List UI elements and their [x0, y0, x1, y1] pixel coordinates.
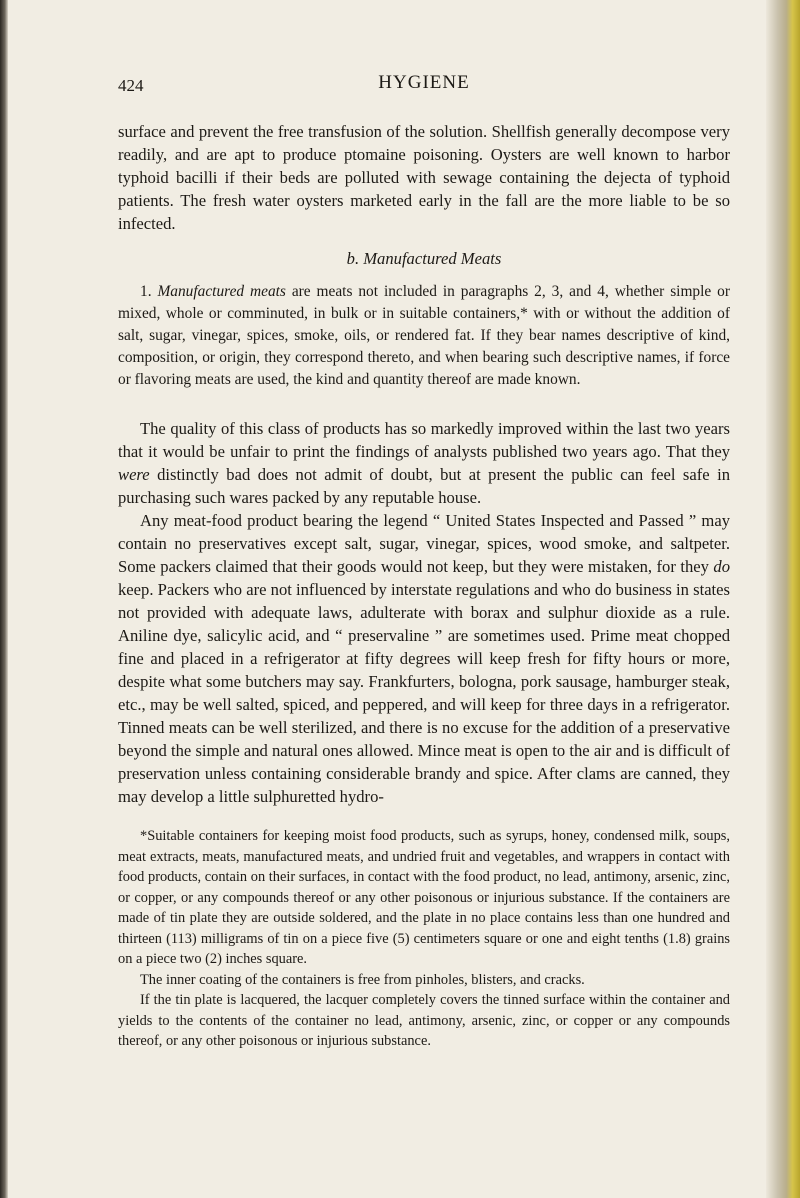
definition-term: Manufactured meats	[157, 283, 286, 300]
page-binding-shadow	[0, 0, 8, 1198]
meat-food-text-after: keep. Packers who are not influenced by interstate regulations and who do business in states not provided with adequate laws, adulterate with borax and sulphur dioxide as a rule. Aniline dye, salicylic acid, and “ preservaline ” are sometimes used. Prime meat chopped fine and placed in a refrigerator at fifty degrees will keep fresh for fifty hours or more, despite what some butchers may say. Frankfurters, bologna, pork sausage, hamburger steak, etc., may be well salted, spiced, and peppered, and will keep for three days in a refrigerator. Tinned meats can be well sterilized, and there is no excuse for the addition of a preservative beyond the simple and natural ones allowed. Mince meat is open to the air and is difficult of preservation unless containing considerable brandy and spice. After clams are canned, they may develop a little sulphuretted hydro-	[118, 580, 730, 806]
footnote-lacquer: If the tin plate is lacquered, the lacquer completely covers the tinned surface within the container and yields to the contents of the container no lead, antimony, arsenic, zinc, or copper or any compounds thereof, or any other poisonous or injurious substance.	[118, 992, 730, 1049]
page-header	[118, 72, 730, 98]
paragraph-shellfish: surface and prevent the free transfusion of the solution. Shellfish generally decompose very readily, and are apt to produce ptomaine poisoning. Oysters are well known to harbor typhoid bacilli if their beds are polluted with sewage containing the dejecta of typhoid patients. The fresh water oysters marketed early in the fall are the more liable to be so infected.	[118, 122, 730, 233]
book-page	[118, 72, 730, 1052]
definition-number: 1.	[140, 283, 152, 300]
definition-text: are meats not included in paragraphs 2, 3, and 4, whether simple or mixed, whole or comminuted, in bulk or in suitable containers,* with or without the addition of salt, sugar, vinegar, spices, smoke, oils, or rendered fat. If they bear names descriptive of kind, composition, or origin, they correspond thereto, and when bearing such descriptive names, if force or flavoring meats are used, the kind and quantity thereof are made known.	[118, 283, 730, 388]
page-number: 424	[118, 76, 144, 95]
section-heading: b. Manufactured Meats	[346, 249, 502, 268]
paragraph-meat-food-products	[118, 509, 730, 808]
footnote	[118, 826, 730, 1052]
footnote-containers: *Suitable containers for keeping moist food products, such as syrups, honey, condensed milk, soups, meat extracts, meats, manufactured meats, and undried fruit and vegetables, and wrappers in contact with food products, contain on their surfaces, in contact with the food product, no lead, antimony, arsenic, zinc, or copper, or any compounds thereof or any other poisonous or injurious substance. If the containers are made of tin plate they are outside soldered, and the plate in no place contains less than one hundred and thirteen (113) milligrams of tin on a piece five (5) centimeters square or one and eight tenths (1.8) grains on a piece two (2) inches square.	[118, 828, 730, 967]
definition-manufactured-meats	[118, 281, 730, 391]
meat-food-text-before: Any meat-food product bearing the legend “ United States Inspected and Passed ” may contain no preservatives except salt, sugar, vinegar, spices, wood smoke, and saltpeter. Some packers claimed that their goods would not keep, but they were mistaken, for they	[118, 511, 730, 576]
quality-text-after: distinctly bad does not admit of doubt, but at present the public can feel safe in purchasing such wares packed by any reputable house.	[118, 465, 730, 507]
meat-food-emphasis: do	[713, 557, 730, 576]
quality-emphasis: were	[118, 465, 150, 484]
footnote-inner-coating: The inner coating of the containers is free from pinholes, blisters, and cracks.	[140, 971, 585, 988]
quality-text-before: The quality of this class of products has so markedly improved within the last two years that it would be unfair to print the findings of analysts published two years ago. That they	[118, 419, 730, 461]
page-edge-strip	[766, 0, 800, 1198]
paragraph-quality	[118, 417, 730, 509]
running-head: HYGIENE	[378, 72, 470, 93]
